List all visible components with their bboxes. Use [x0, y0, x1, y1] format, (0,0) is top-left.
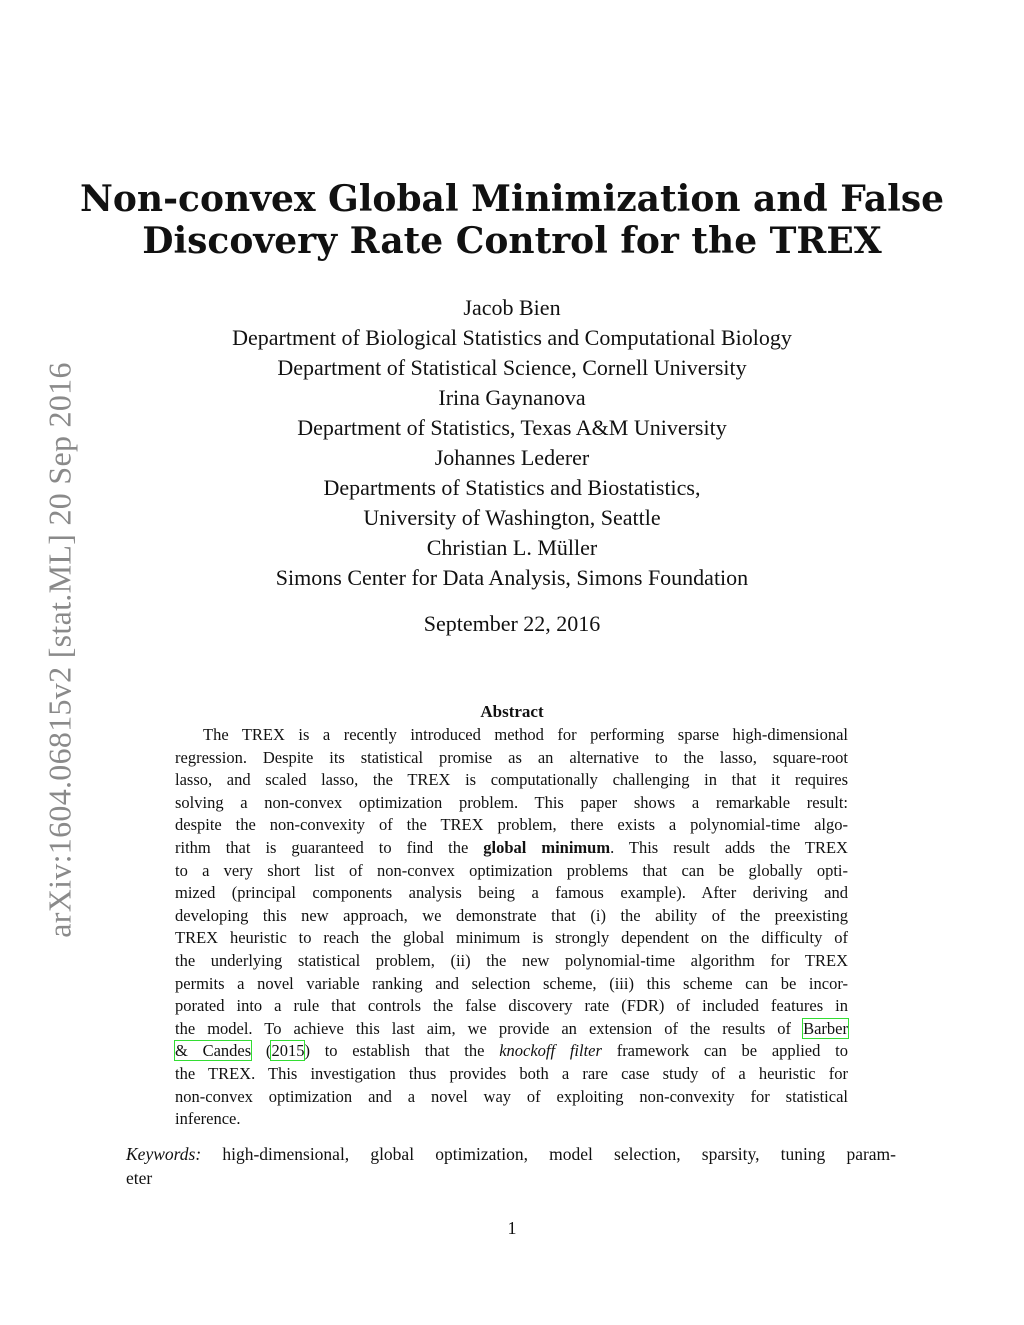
citation-link-year[interactable]: 2015 [271, 1041, 305, 1061]
abstract-line: non-convex optimization and a novel way of exploiting non-convexity for statistical [175, 1086, 848, 1106]
citation-link-candes[interactable]: & Candes [175, 1041, 252, 1061]
abstract-line: despite the non-convexity of the TREX problem, there exists a polynomial-time algo- [175, 815, 848, 835]
author-affiliation: Department of Biological Statistics and Computational Biology [232, 325, 792, 350]
abstract-line [175, 1018, 848, 1041]
keywords-line: eter [126, 1168, 153, 1188]
abstract-text: ( [251, 1041, 272, 1061]
abstract-heading: Abstract [480, 702, 544, 721]
abstract-text: framework can be applied to [601, 1041, 848, 1061]
abstract-line: to a very short list of non-convex optimization problems that can be globally opti- [175, 860, 848, 880]
keywords-line [126, 1142, 896, 1166]
title-line: Non-convex Global Minimization and False [80, 178, 944, 220]
page-number: 1 [507, 1218, 517, 1238]
abstract-text: . This result adds the TREX [610, 837, 848, 857]
abstract-line: inference. [175, 1109, 241, 1129]
abstract-line: mized (principal components analysis being a famous example). After deriving and [175, 883, 848, 903]
abstract-line: the underlying statistical problem, (ii) the new polynomial-time algorithm for TREX [175, 950, 848, 970]
author-affiliation: Department of Statistics, Texas A&M University [297, 415, 727, 440]
author-affiliation: Department of Statistical Science, Cornell University [277, 355, 747, 380]
abstract-text: ) to establish that the [304, 1041, 500, 1061]
author-name: Johannes Lederer [434, 445, 590, 470]
author-affiliation: University of Washington, Seattle [363, 505, 661, 530]
emphasis-knockoff-filter: knockoff filter [499, 1041, 602, 1061]
keywords-text: high-dimensional, global optimization, model selection, sparsity, tuning param- [201, 1144, 896, 1164]
abstract-line: permits a novel variable ranking and selection scheme, (iii) this scheme can be incor- [175, 973, 848, 993]
abstract-line: developing this new approach, we demonstrate that (i) the ability of the preexisting [175, 905, 848, 925]
arxiv-identifier-stamp: arXiv:1604.06815v2 [stat.ML] 20 Sep 2016 [41, 362, 78, 938]
abstract-line [175, 837, 848, 860]
abstract-line: porated into a rule that controls the false discovery rate (FDR) of included features in [175, 996, 848, 1016]
abstract-text: rithm that is guaranteed to find the [175, 837, 484, 857]
abstract-line: solving a non-convex optimization problem. This paper shows a remarkable result: [175, 792, 848, 812]
keywords-label: Keywords: [126, 1144, 202, 1164]
author-name: Irina Gaynanova [438, 385, 586, 410]
abstract-body [175, 724, 848, 1131]
publication-date: September 22, 2016 [423, 611, 601, 636]
emphasis-global-minimum: global minimum [483, 837, 611, 857]
abstract-line: lasso, and scaled lasso, the TREX is computationally challenging in that it requires [175, 770, 848, 790]
citation-link-barber[interactable]: Barber [803, 1018, 848, 1038]
author-affiliation: Departments of Statistics and Biostatistics, [323, 475, 701, 500]
abstract-line: TREX heuristic to reach the global minimum is strongly dependent on the difficulty of [175, 928, 848, 948]
abstract-line [175, 1040, 848, 1063]
abstract-text: the model. To achieve this last aim, we provide an extension of the results of [175, 1018, 804, 1038]
abstract-line: regression. Despite its statistical promise as an alternative to the lasso, square-root [175, 747, 848, 767]
title-line: Discovery Rate Control for the TREX [142, 220, 882, 262]
abstract-line: The TREX is a recently introduced method for performing sparse high-dimensional [203, 725, 848, 744]
keywords-block [126, 1142, 896, 1190]
author-block [0, 293, 1024, 593]
paper-title [0, 178, 1024, 262]
abstract-line: the TREX. This investigation thus provides both a rare case study of a heuristic for [175, 1063, 848, 1083]
author-affiliation: Simons Center for Data Analysis, Simons Foundation [275, 565, 749, 590]
author-name: Christian L. Müller [426, 535, 598, 560]
author-name: Jacob Bien [463, 295, 561, 320]
